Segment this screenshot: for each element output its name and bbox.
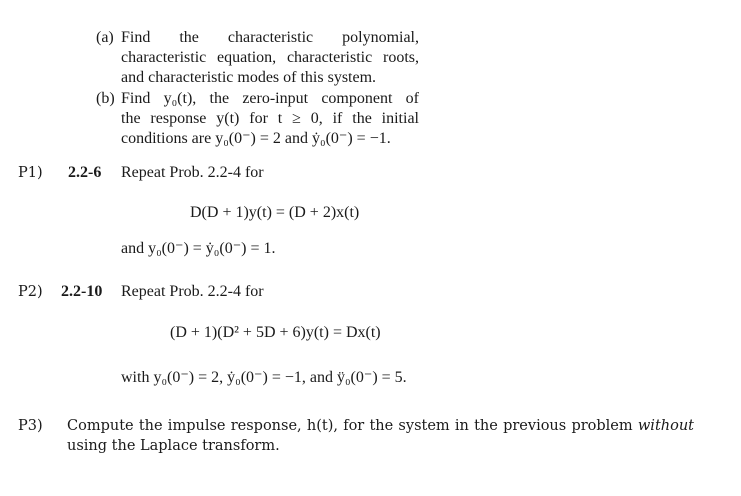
problem-marker-p1: P1) <box>18 165 43 181</box>
part-a-line-1: Find the characteristic polynomial, <box>121 29 419 46</box>
part-a-line-2: characteristic equation, characteristic roots, <box>121 49 419 66</box>
problem-text-p1: Repeat Prob. 2.2-4 for <box>121 164 264 181</box>
p3-emphasis: without <box>637 418 695 434</box>
condition-p1: and y₀(0⁻) = ẏ₀(0⁻) = 1. <box>121 240 276 257</box>
equation-p1: D(D + 1)y(t) = (D + 2)x(t) <box>190 204 360 221</box>
part-a-label: (a) <box>96 29 114 46</box>
problem-number-p1: 2.2-6 <box>68 164 102 181</box>
problem-marker-p2: P2) <box>18 284 43 300</box>
problem-marker-p3: P3) <box>18 418 43 434</box>
equation-p2: (D + 1)(D² + 5D + 6)y(t) = Dx(t) <box>170 324 381 341</box>
part-b-line-1: Find y₀(t), the zero-input component of <box>121 90 419 107</box>
problem-number-p2: 2.2-10 <box>61 283 103 300</box>
problem-text-p3-line-2: using the Laplace transform. <box>67 438 280 454</box>
part-b-line-2: the response y(t) for t ≥ 0, if the initial <box>121 110 419 127</box>
p3-text-before: Compute the impulse response, h(t), for the system in the previous problem <box>67 418 633 434</box>
problem-text-p2: Repeat Prob. 2.2-4 for <box>121 283 264 300</box>
condition-p2: with y₀(0⁻) = 2, ẏ₀(0⁻) = −1, and ÿ₀(0⁻) = 5. <box>121 369 407 386</box>
problem-text-p3-line-1 <box>67 416 694 436</box>
part-a-line-3: and characteristic modes of this system. <box>121 69 377 86</box>
part-b-label: (b) <box>96 90 115 107</box>
part-b-line-3: conditions are y₀(0⁻) = 2 and ẏ₀(0⁻) = −1. <box>121 130 391 147</box>
